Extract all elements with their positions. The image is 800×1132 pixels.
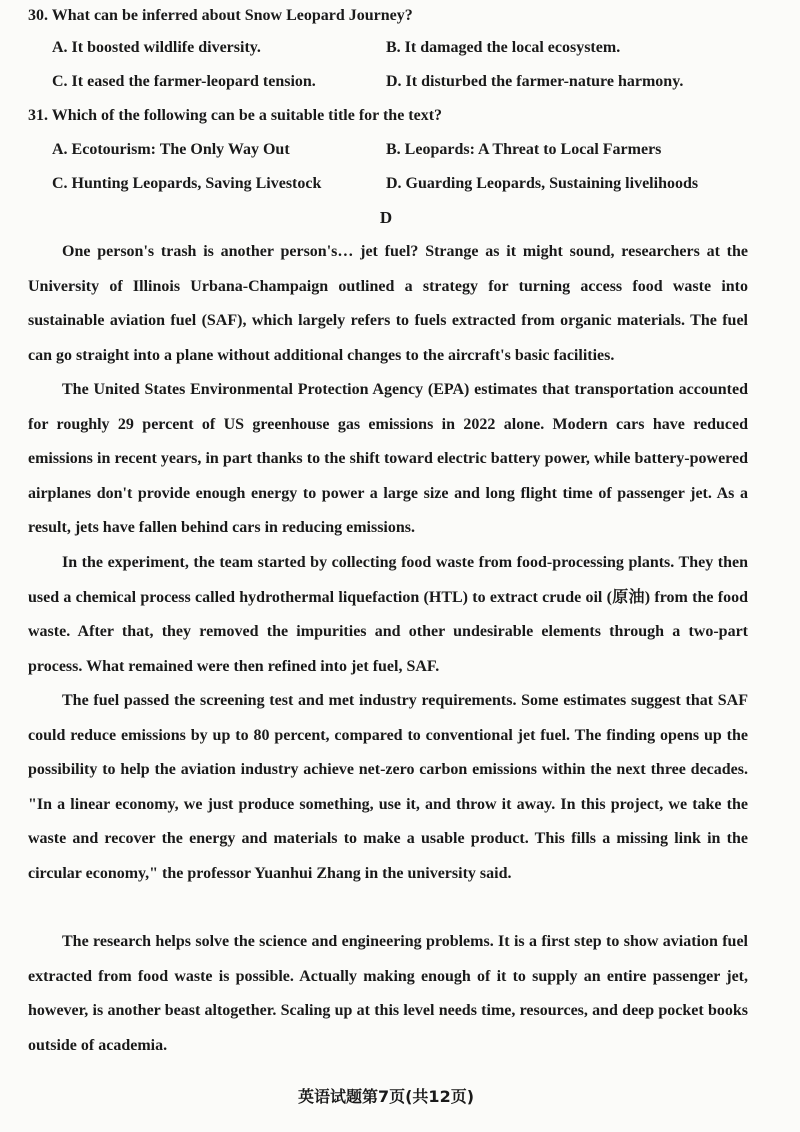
question-30-option-c: C. It eased the farmer-leopard tension. <box>52 73 316 90</box>
page-footer: 英语试题第7页(共12页) <box>297 1087 475 1106</box>
question-31-option-c: C. Hunting Leopards, Saving Livestock <box>52 175 322 192</box>
question-30-option-d: D. It disturbed the farmer-nature harmony. <box>386 73 684 90</box>
question-30-stem: 30. What can be inferred about Snow Leopard Journey? <box>28 7 413 24</box>
question-31-option-a: A. Ecotourism: The Only Way Out <box>52 141 290 158</box>
passage-paragraph-4: The fuel passed the screening test and met industry requirements. Some estimates suggest that SAF could reduce emissions by up to 80 percent, compared to conventional jet fuel. The finding opens up the possibility to help the aviation industry achieve net-zero carbon emissions within the next three decades. "In a linear economy, we just produce something, use it, and throw it away. In this project, we take the waste and recover the energy and materials to make a usable product. This fills a missing link in the circular economy," the professor Yuanhui Zhang in the university said. <box>28 692 748 882</box>
question-30-option-a: A. It boosted wildlife diversity. <box>52 39 261 56</box>
question-31-option-b: B. Leopards: A Threat to Local Farmers <box>386 141 662 158</box>
passage-section-letter: D <box>379 208 393 227</box>
passage-paragraph-1: One person's trash is another person's… jet fuel? Strange as it might sound, researchers at the University of Illinois Urbana-Champaign outlined a strategy for turning access food waste into sustainable aviation fuel (SAF), which largely refers to fuels extracted from organic materials. The fuel can go straight into a plane without additional changes to the aircraft's basic facilities. <box>28 243 748 364</box>
passage-paragraph-2: The United States Environmental Protection Agency (EPA) estimates that transportation accounted for roughly 29 percent of US greenhouse gas emissions in 2022 alone. Modern cars have reduced emissions in recent years, in part thanks to the shift toward electric battery power, while battery-powered airplanes don't provide enough energy to power a large size and long flight time of passenger jet. As a result, jets have fallen behind cars in reducing emissions. <box>28 381 748 537</box>
question-31-stem: 31. Which of the following can be a suitable title for the text? <box>28 107 443 124</box>
question-31-option-d: D. Guarding Leopards, Sustaining livelihoods <box>386 175 699 192</box>
passage-paragraph-5: The research helps solve the science and engineering problems. It is a first step to show aviation fuel extracted from food waste is possible. Actually making enough of it to supply an entire passenger jet, however, is another beast altogether. Scaling up at this level needs time, resources, and deep pocket books outside of academia. <box>28 933 748 1054</box>
passage-paragraph-3: In the experiment, the team started by collecting food waste from food-processing plants. They then used a chemical process called hydrothermal liquefaction (HTL) to extract crude oil (原油) from the food waste. After that, they removed the impurities and other undesirable elements through a two-part process. What remained were then refined into jet fuel, SAF. <box>28 554 748 675</box>
question-30-option-b: B. It damaged the local ecosystem. <box>386 39 621 56</box>
